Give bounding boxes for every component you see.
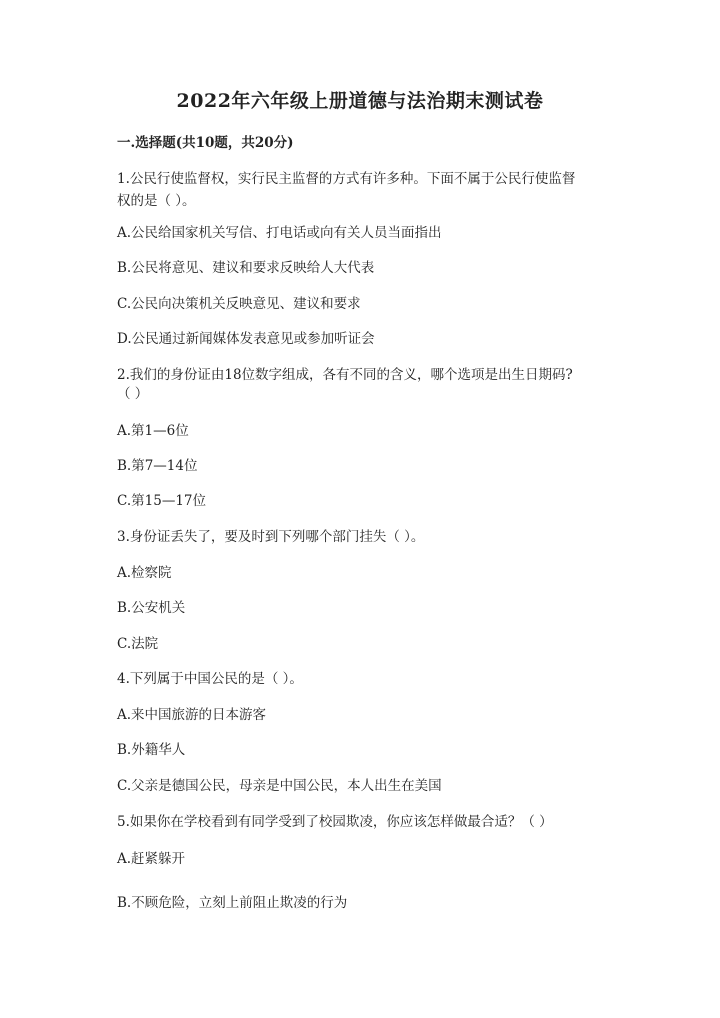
question-2-option-c: C.第15—17位 bbox=[117, 493, 206, 509]
question-5-option-a: A.赶紧躲开 bbox=[117, 851, 186, 867]
question-2-stem-line-2: （ ） bbox=[117, 386, 149, 402]
question-5-option-b: B.不顾危险，立刻上前阻止欺凌的行为 bbox=[117, 895, 348, 911]
question-2-stem-line-1: 2.我们的身份证由18位数字组成，各有不同的含义，哪个选项是出生日期码? bbox=[117, 367, 573, 383]
question-4-option-b: B.外籍华人 bbox=[117, 742, 186, 758]
question-4-stem: 4.下列属于中国公民的是（ ）。 bbox=[117, 671, 303, 687]
question-4-option-c: C.父亲是德国公民，母亲是中国公民，本人出生在美国 bbox=[117, 778, 442, 794]
question-2-option-a: A.第1—6位 bbox=[117, 423, 189, 439]
question-4-option-a: A.来中国旅游的日本游客 bbox=[117, 707, 267, 723]
question-1-option-b: B.公民将意见、建议和要求反映给人大代表 bbox=[117, 260, 375, 276]
section-heading: 一.选择题(共10题，共20分) bbox=[117, 135, 294, 151]
question-1-stem-line-2: 权的是（ ）。 bbox=[117, 193, 196, 209]
question-3-stem: 3.身份证丢失了，要及时到下列哪个部门挂失（ ）。 bbox=[117, 529, 425, 545]
question-1-option-c: C.公民向决策机关反映意见、建议和要求 bbox=[117, 296, 361, 312]
question-1-option-a: A.公民给国家机关写信、打电话或向有关人员当面指出 bbox=[117, 225, 442, 241]
question-1-stem-line-1: 1.公民行使监督权，实行民主监督的方式有许多种。下面不属于公民行使监督 bbox=[117, 171, 576, 187]
question-3-option-b: B.公安机关 bbox=[117, 600, 186, 616]
question-2-option-b: B.第7—14位 bbox=[117, 458, 198, 474]
question-3-option-a: A.检察院 bbox=[117, 565, 172, 581]
question-3-option-c: C.法院 bbox=[117, 636, 159, 652]
page-title: 2022年六年级上册道德与法治期末测试卷 bbox=[176, 90, 544, 112]
question-1-option-d: D.公民通过新闻媒体发表意见或参加听证会 bbox=[117, 331, 375, 347]
question-5-stem: 5.如果你在学校看到有同学受到了校园欺凌，你应该怎样做最合适？（ ） bbox=[117, 814, 553, 830]
